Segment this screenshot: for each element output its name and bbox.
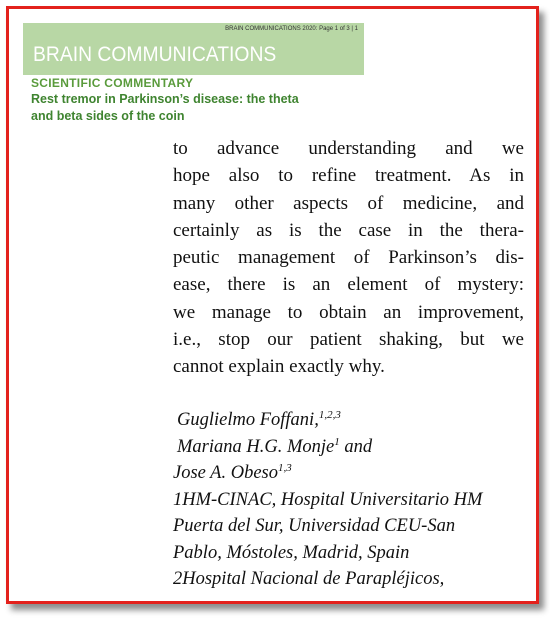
body-line: we manage to obtain an improvement,	[173, 301, 524, 323]
affiliation-line: Puerta del Sur, Universidad CEU-San	[173, 516, 456, 536]
affiliation-line: Pablo, Móstoles, Madrid, Spain	[173, 542, 410, 563]
section-label: SCIENTIFIC COMMENTARY	[31, 76, 194, 90]
body-paragraph	[173, 135, 524, 381]
body-line: i.e., stop our patient shaking, but we	[173, 329, 524, 351]
article-title	[31, 91, 361, 125]
body-line: certainly as is the case in the thera-	[173, 219, 524, 241]
body-line: ease, there is an element of mystery:	[173, 274, 524, 296]
body-line: to advance understanding and we	[173, 138, 524, 159]
author-affiliation-marker: 1	[334, 435, 340, 448]
journal-title: BRAIN COMMUNICATIONS	[33, 43, 277, 66]
body-line: cannot explain exactly why.	[173, 356, 385, 378]
journal-header-band	[23, 23, 364, 75]
page-frame	[6, 6, 539, 604]
author-conjunction: and	[339, 436, 373, 457]
affiliation-line: 2Hospital Nacional de Parapléjicos,	[173, 569, 445, 589]
article-title-line: and beta sides of the coin	[31, 109, 185, 123]
author-affiliation-marker: 1,3	[277, 462, 292, 474]
body-line: hope also to refine treatment. As in	[173, 165, 524, 187]
author-name: Guglielmo Foffani,	[177, 410, 319, 430]
author-block	[173, 407, 528, 593]
body-line: peutic management of Parkinson’s dis-	[173, 247, 524, 269]
running-head: BRAIN COMMUNICATIONS 2020: Page 1 of 3 | 1	[225, 26, 358, 32]
author-line	[173, 434, 528, 461]
body-line: many other aspects of medicine, and	[173, 192, 524, 214]
article-title-line: Rest tremor in Parkinson’s disease: the theta	[31, 92, 299, 106]
author-name: Mariana H.G. Monje	[177, 436, 335, 457]
author-affiliation-marker: 1,2,3	[318, 409, 341, 421]
author-line	[173, 407, 528, 434]
author-line	[173, 460, 528, 487]
author-name: Jose A. Obeso	[173, 463, 278, 483]
affiliation-line: 1HM-CINAC, Hospital Universitario HM	[173, 489, 483, 510]
